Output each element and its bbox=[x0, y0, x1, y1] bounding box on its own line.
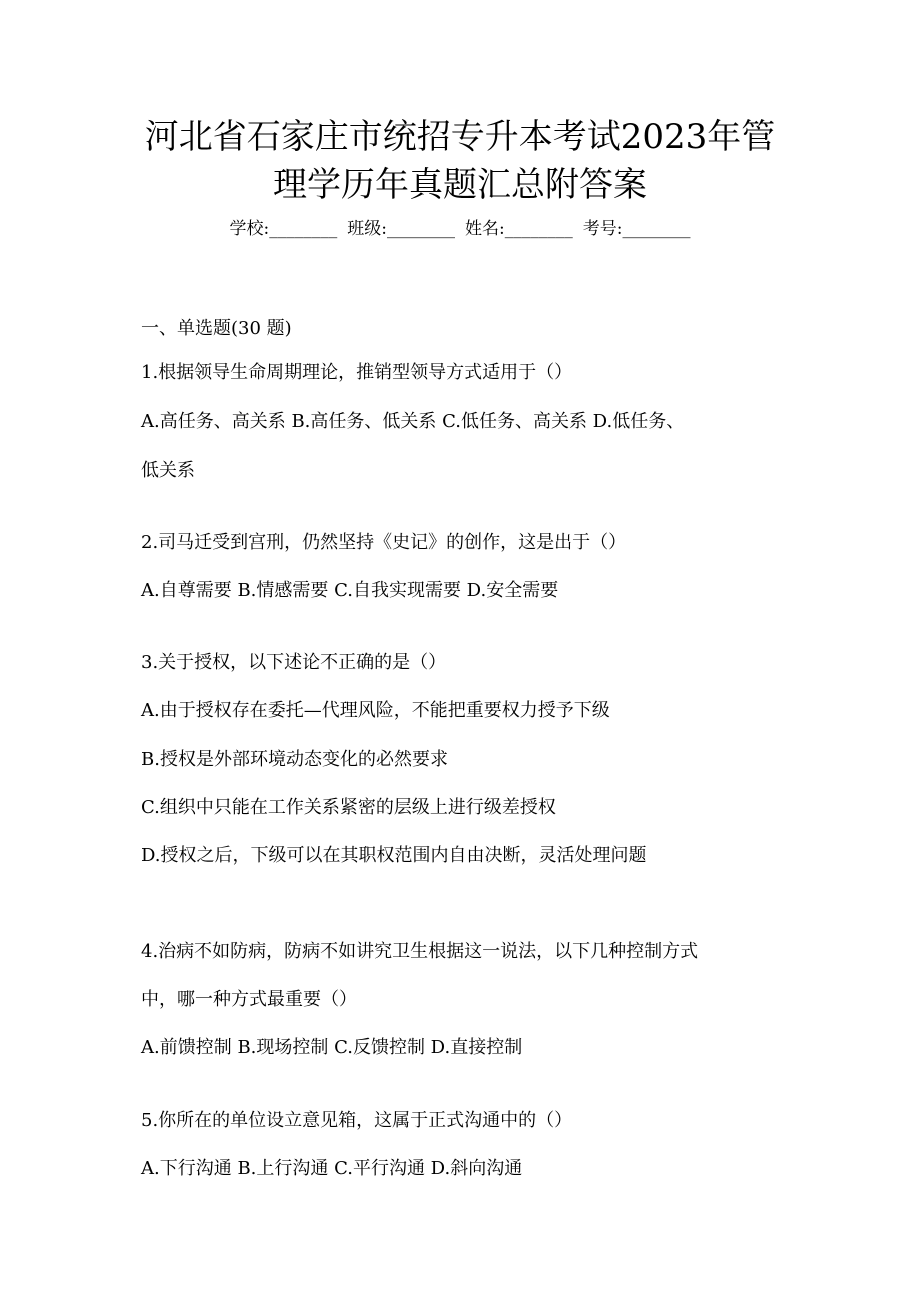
name-field: 姓名:________ bbox=[465, 219, 573, 239]
question-5-options: A.下行沟通 B.上行沟通 C.平行沟通 D.斜向沟通 bbox=[141, 1158, 523, 1179]
question-3-option-a: A.由于授权存在委托—代理风险，不能把重要权力授予下级 bbox=[141, 700, 610, 721]
question-3-option-d: D.授权之后，下级可以在其职权范围内自由决断，灵活处理问题 bbox=[141, 845, 647, 866]
question-5-stem: 5.你所在的单位设立意见箱，这属于正式沟通中的（） bbox=[141, 1110, 573, 1131]
class-field: 班级:________ bbox=[347, 219, 455, 239]
question-2-stem: 2.司马迁受到宫刑，仍然坚持《史记》的创作，这是出于（） bbox=[141, 532, 627, 553]
question-1-stem: 1.根据领导生命周期理论，推销型领导方式适用于（） bbox=[141, 362, 573, 383]
number-field: 考号:________ bbox=[582, 219, 691, 239]
question-4-options: A.前馈控制 B.现场控制 C.反馈控制 D.直接控制 bbox=[141, 1037, 523, 1058]
question-3-option-c: C.组织中只能在工作关系紧密的层级上进行级差授权 bbox=[141, 797, 556, 818]
question-1-options-line-2: 低关系 bbox=[141, 460, 195, 481]
question-4-stem-line-2: 中，哪一种方式最重要（） bbox=[141, 989, 357, 1010]
question-3-option-b: B.授权是外部环境动态变化的必然要求 bbox=[141, 749, 448, 770]
school-field: 学校:________ bbox=[229, 219, 338, 239]
section-heading: 一、单选题(30 题) bbox=[141, 318, 292, 339]
document-title-line-1: 河北省石家庄市统招专升本考试2023年管 bbox=[144, 117, 776, 157]
question-1-options-line-1: A.高任务、高关系 B.高任务、低关系 C.低任务、高关系 D.低任务、 bbox=[141, 411, 685, 432]
question-3-stem: 3.关于授权，以下述论不正确的是（） bbox=[141, 652, 447, 673]
question-2-options: A.自尊需要 B.情感需要 C.自我实现需要 D.安全需要 bbox=[141, 580, 559, 601]
question-4-stem-line-1: 4.治病不如防病，防病不如讲究卫生根据这一说法，以下几种控制方式 bbox=[141, 941, 699, 962]
student-info-row bbox=[0, 215, 920, 243]
document-title-line-2: 理学历年真题汇总附答案 bbox=[273, 165, 647, 205]
